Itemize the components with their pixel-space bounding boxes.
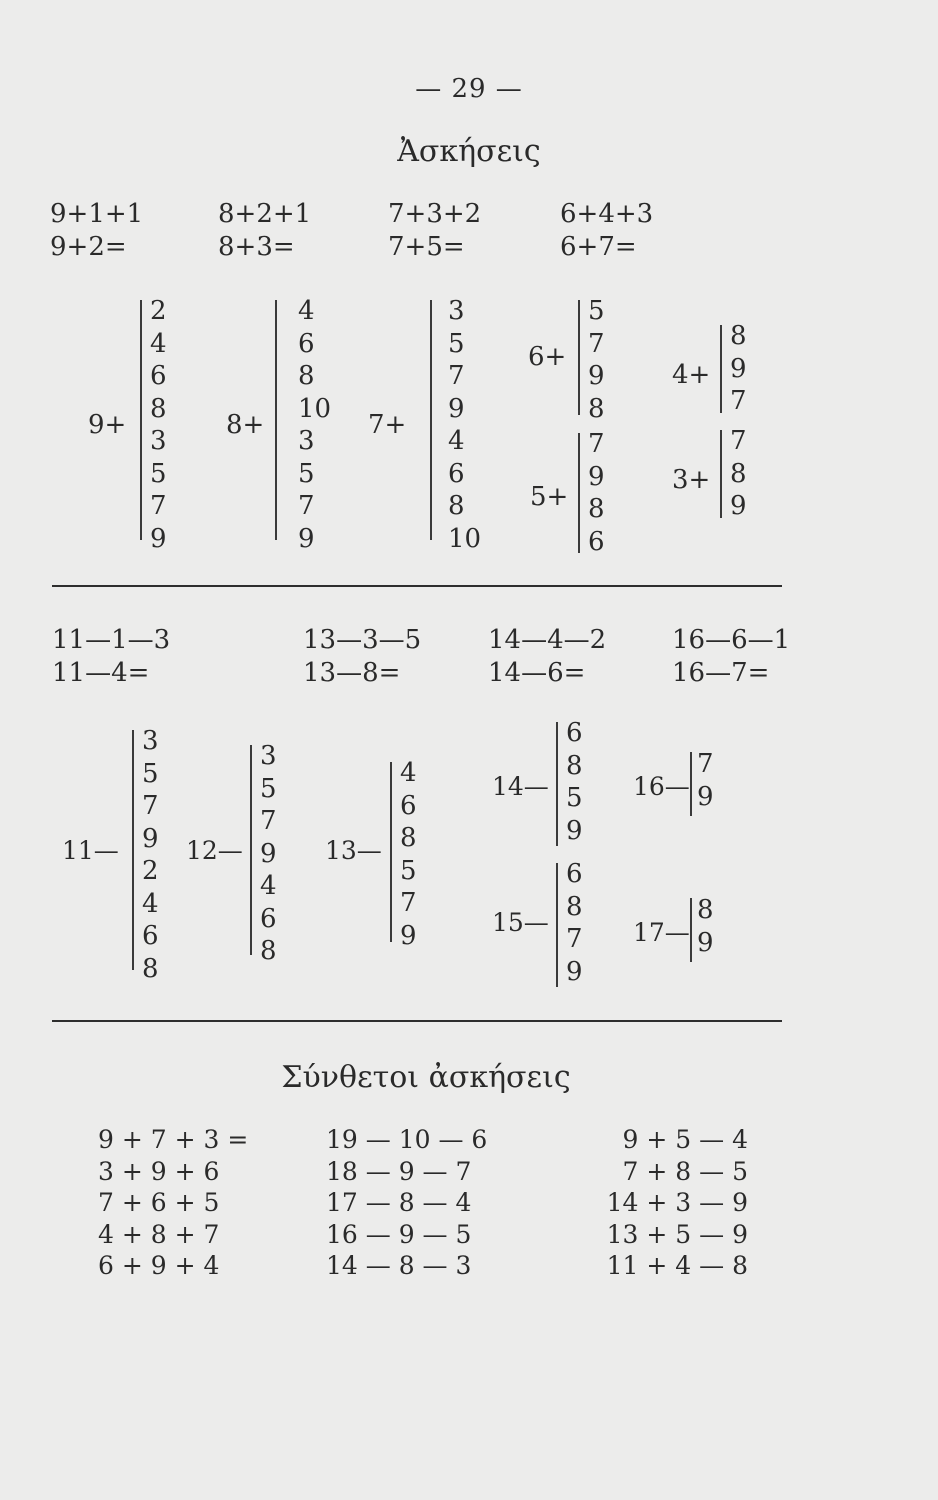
number: 9 <box>142 823 159 854</box>
expression-line: 11—4= <box>52 658 150 688</box>
number: 8 <box>730 321 747 351</box>
exercise: 13 + 5 — 9 <box>606 1219 748 1249</box>
subtraction-expression <box>52 624 170 690</box>
group-label: 13— <box>325 836 382 865</box>
addition-expression <box>50 198 143 264</box>
page-number: — 29 — <box>415 74 523 104</box>
subtraction-expression <box>303 624 421 690</box>
number: 5 <box>142 758 159 789</box>
brace <box>250 745 252 955</box>
number: 7 <box>588 429 605 459</box>
expression-line: 9+1+1 <box>50 199 144 229</box>
number: 4 <box>142 888 159 919</box>
exercise-column <box>592 1124 748 1282</box>
number: 7 <box>142 791 159 821</box>
expression-line: 8+3= <box>218 232 295 262</box>
number: 10 <box>448 523 482 554</box>
group-label: 11— <box>62 836 119 865</box>
number: 6 <box>448 458 465 489</box>
number-column <box>260 740 277 968</box>
number: 9 <box>298 523 315 554</box>
number: 4 <box>400 758 417 788</box>
number: 2 <box>142 856 159 886</box>
number: 9 <box>588 361 605 391</box>
number: 7 <box>298 491 315 521</box>
expression-line: 7+5= <box>388 232 465 262</box>
number: 3 <box>150 426 167 456</box>
exercise: 9 + 5 — 4 <box>622 1125 748 1154</box>
number: 7 <box>260 806 277 836</box>
number: 9 <box>566 815 583 846</box>
number: 3 <box>142 726 159 756</box>
group-label: 16— <box>633 772 690 801</box>
section-title: Σύνθετοι ἀσκήσεις <box>281 1060 571 1095</box>
number: 8 <box>298 361 315 391</box>
number: 8 <box>400 823 417 853</box>
number: 6 <box>400 790 417 821</box>
number: 3 <box>448 296 465 326</box>
subtraction-expression <box>488 624 606 690</box>
divider <box>52 585 782 587</box>
number: 5 <box>260 773 277 804</box>
exercise: 9 + 7 + 3 = <box>98 1125 249 1154</box>
exercise: 16 — 9 — 5 <box>326 1219 472 1249</box>
brace <box>720 430 722 518</box>
group-label: 4+ <box>672 360 711 390</box>
number: 8 <box>448 491 465 521</box>
expression-line: 11—1—3 <box>52 625 171 655</box>
number-column <box>448 295 481 555</box>
brace <box>556 722 558 846</box>
number-column <box>730 320 747 418</box>
expression-line: 14—4—2 <box>488 625 607 655</box>
exercise: 11 + 4 — 8 <box>606 1251 748 1280</box>
addition-expression <box>388 198 481 264</box>
expression-line: 16—7= <box>672 658 770 688</box>
number: 9 <box>400 920 417 951</box>
group-label: 7+ <box>368 410 407 440</box>
number: 9 <box>150 523 167 554</box>
group-label: 3+ <box>672 465 711 495</box>
number: 7 <box>697 749 714 779</box>
number-column <box>400 757 417 952</box>
brace <box>578 300 580 415</box>
exercise: 17 — 8 — 4 <box>326 1188 472 1217</box>
number: 10 <box>298 393 332 424</box>
expression-line: 7+3+2 <box>388 199 482 229</box>
expression-line: 8+2+1 <box>218 199 312 229</box>
number: 9 <box>566 956 583 987</box>
number: 6 <box>260 903 277 934</box>
exercise: 19 — 10 — 6 <box>326 1125 488 1154</box>
number: 6 <box>142 921 159 951</box>
number: 7 <box>730 386 747 416</box>
addition-expression <box>560 198 653 264</box>
number: 6 <box>150 361 167 391</box>
number: 5 <box>448 328 465 359</box>
number-column <box>566 717 583 847</box>
number: 3 <box>298 426 315 456</box>
number: 9 <box>697 927 714 958</box>
brace <box>132 730 134 970</box>
group-label: 5+ <box>530 482 569 512</box>
number: 5 <box>298 458 315 489</box>
group-label: 17— <box>633 918 690 947</box>
exercise: 4 + 8 + 7 <box>98 1219 220 1249</box>
number: 5 <box>150 458 167 489</box>
number-column <box>588 295 605 425</box>
number: 5 <box>400 855 417 886</box>
number: 2 <box>150 296 167 326</box>
number: 9 <box>730 353 747 384</box>
number: 9 <box>730 491 747 521</box>
number-column <box>566 858 583 988</box>
brace <box>690 752 692 816</box>
number: 4 <box>150 328 167 359</box>
number: 7 <box>400 888 417 918</box>
expression-line: 14—6= <box>488 658 586 688</box>
number-column <box>298 295 331 555</box>
group-label: 12— <box>186 836 243 865</box>
brace <box>690 898 692 962</box>
number-column <box>730 425 747 523</box>
number: 4 <box>298 296 315 326</box>
number: 5 <box>566 783 583 813</box>
exercise-column <box>326 1124 487 1282</box>
number: 7 <box>566 924 583 954</box>
group-label: 14— <box>492 772 549 801</box>
brace <box>390 762 392 942</box>
number-column <box>142 725 159 985</box>
exercise: 14 — 8 — 3 <box>326 1251 472 1280</box>
group-label: 9+ <box>88 410 127 440</box>
number: 9 <box>448 393 465 424</box>
expression-line: 13—3—5 <box>303 625 422 655</box>
brace <box>275 300 277 540</box>
expression-line: 16—6—1 <box>672 625 791 655</box>
expression-line: 13—8= <box>303 658 401 688</box>
number: 7 <box>448 361 465 391</box>
number: 8 <box>588 494 605 524</box>
number: 8 <box>697 895 714 925</box>
number: 7 <box>730 426 747 456</box>
number: 6 <box>566 859 583 889</box>
number: 8 <box>730 458 747 489</box>
expression-line: 9+2= <box>50 232 127 262</box>
brace <box>140 300 142 540</box>
number: 5 <box>588 296 605 326</box>
brace <box>430 300 432 540</box>
group-label: 6+ <box>528 342 567 372</box>
addition-expression <box>218 198 311 264</box>
number: 6 <box>298 328 315 359</box>
exercise: 14 + 3 — 9 <box>606 1188 748 1217</box>
subtraction-expression <box>672 624 790 690</box>
group-label: 15— <box>492 908 549 937</box>
number-column <box>697 748 714 813</box>
brace <box>720 325 722 413</box>
number-column <box>588 428 605 558</box>
number: 4 <box>260 871 277 901</box>
exercise-column <box>98 1124 248 1282</box>
number: 4 <box>448 426 465 456</box>
page-title: Ἀσκήσεις <box>397 134 541 169</box>
number: 8 <box>566 750 583 781</box>
number: 9 <box>697 781 714 812</box>
exercise: 7 + 6 + 5 <box>98 1188 220 1217</box>
number: 6 <box>566 718 583 748</box>
divider <box>52 1020 782 1022</box>
number: 8 <box>142 953 159 984</box>
number: 7 <box>150 491 167 521</box>
brace <box>578 433 580 553</box>
number: 7 <box>588 328 605 359</box>
expression-line: 6+4+3 <box>560 199 654 229</box>
expression-line: 6+7= <box>560 232 637 262</box>
number: 8 <box>566 891 583 922</box>
exercise: 7 + 8 — 5 <box>622 1156 748 1186</box>
exercise: 6 + 9 + 4 <box>98 1251 220 1280</box>
number: 9 <box>588 461 605 492</box>
number: 8 <box>150 393 167 424</box>
number: 8 <box>588 393 605 424</box>
exercise: 18 — 9 — 7 <box>326 1156 472 1186</box>
brace <box>556 863 558 987</box>
number: 6 <box>588 526 605 557</box>
number: 8 <box>260 936 277 966</box>
number: 9 <box>260 838 277 869</box>
exercise: 3 + 9 + 6 <box>98 1156 220 1186</box>
number-column <box>150 295 167 555</box>
number-column <box>697 894 714 959</box>
number: 3 <box>260 741 277 771</box>
group-label: 8+ <box>226 410 265 440</box>
